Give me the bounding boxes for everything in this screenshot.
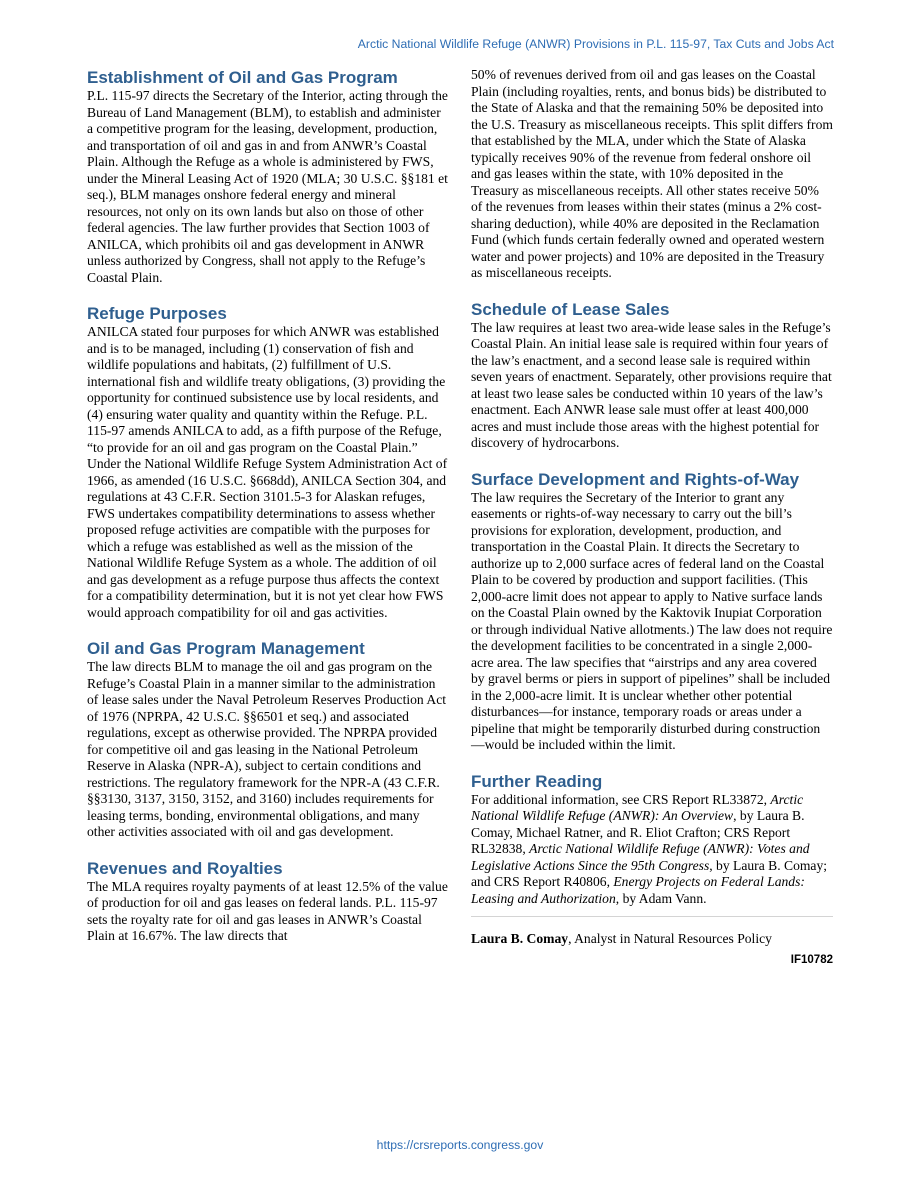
divider [471,916,833,917]
section-heading: Establishment of Oil and Gas Program [87,68,398,87]
section-heading: Revenues and Royalties [87,858,283,878]
section-paragraph: The MLA requires royalty payments of at least 12.5% of the value of production for oil and gas leases on federal lands. P.L. 115-97 sets the royalty rate for oil and gas leases in ANWR’s Coastal Plain at 16.67%. The law directs that [87,878,448,943]
right-column [471,67,833,966]
further-reading-paragraph [471,792,833,908]
section-heading: Further Reading [471,771,603,791]
section-paragraph: ANILCA stated four purposes for which ANWR was established and is to be managed, including (1) conservation of fish and wildlife populations and habitats, (2) fulfillment of U.S. international fish and wildlife treaty obligations, (3) providing the opportunity for continued subsistence use by local residents, and (4) ensuring water quality and quantity within the Refuge. P.L. 115-97 amends ANILCA to add, as a fifth purpose of the Refuge, “to provide for an oil and gas program on the Coastal Plain.” Under the National Wildlife Refuge System Administration Act of 1966, as amended (16 U.S.C. §668dd), ANILCA Section 304, and regulations at 43 C.F.R. Section 3101.5-3 for Alaskan refuges, FWS undertakes compatibility determinations to assess whether proposed refuge activities are compatible with the purposes for which a refuge was established as well as the mission of the National Wildlife Refuge System as a whole. The addition of oil and gas development as a refuge purpose thus affects the context for a compatibility determination, but it is not yet clear how FWS would approach compatibility for oil and gas activities. [87,324,448,620]
reading-text: , by Laura B. Comay, Michael Ratner, and R. Eliot Crafton; CRS Report RL32838, [471,808,805,856]
section-paragraph: The law directs BLM to manage the oil and gas program on the Refuge’s Coastal Plain in a manner similar to the administration of lease sales under the Naval Petroleum Reserves Production Act of 1976 (NPRPA, 42 U.S.C. §§6501 et seq.) and associated regulations, except as otherwise provided. The NPRPA provided for competitive oil and gas leasing in the National Petroleum Reserve in Alaska (NPR-A), subject to certain conditions and restrictions. The regulatory framework for the NPR-A (43 C.F.R. §§3130, 3137, 3150, 3152, and 3160) includes requirements for leasing terms, bonding, environmental obligations, and many other activities associated with oil and gas development. [87,659,446,839]
section-paragraph: The law requires at least two area-wide lease sales in the Refuge’s Coastal Plain. An initial lease sale is required within four years of the law’s enactment, and a second lease sale is required within seven years of enactment. Separately, other provisions require that at least two lease sales be conducted within 10 years of the law’s enactment. Each ANWR lease sale must offer at least 400,000 acres and must include those areas with the highest potential for discovery of hydrocarbons. [471,319,832,450]
section-paragraph: 50% of revenues derived from oil and gas leases on the Coastal Plain (including royalties, rents, and bonus bids) be distributed to the State of Alaska and that the remaining 50% be deposited into the U.S. Treasury as miscellaneous receipts. This split differs from that established by the MLA, under which the State of Alaska typically receives 90% of the revenue from federal onshore oil and gas leases within the state, with 10% deposited in the Treasury as miscellaneous receipts. All other states receive 50% of the revenues from leases within their states (minus a 2% cost-sharing deduction), while 40% are deposited in the Reclamation Fund (which funds certain federally owned and operated western water and power projects) and 10% are deposited in the Treasury as miscellaneous receipts. [471,67,833,280]
report-title-link: Arctic National Wildlife Refuge (ANWR): An Overview [471,791,804,823]
running-header: Arctic National Wildlife Refuge (ANWR) Provisions in P.L. 115-97, Tax Cuts and Jobs Act [357,37,834,51]
footer-link[interactable]: https://crsreports.congress.gov [376,1138,544,1152]
product-code: IF10782 [790,953,833,966]
author-name: Laura B. Comay [471,931,569,946]
author-line [471,931,833,948]
reading-text: , by Adam Vann. [615,890,707,906]
left-column [87,67,449,945]
reading-text: , by Laura B. Comay; and CRS Report R40806, [471,857,828,889]
report-title-link: Arctic National Wildlife Refuge (ANWR): Votes and Legislative Actions Since the 95th Congress [471,841,810,873]
author-title: , Analyst in Natural Resources Policy [568,931,772,946]
report-title-link: Energy Projects on Federal Lands: Leasing and Authorization [471,874,805,906]
section-heading: Refuge Purposes [87,304,227,323]
section-heading: Surface Development and Rights-of-Way [471,469,800,489]
section-heading: Oil and Gas Program Management [87,639,365,658]
reading-text: For additional information, see CRS Report RL33872, [471,791,771,807]
section-heading: Schedule of Lease Sales [471,299,670,319]
section-paragraph: The law requires the Secretary of the Interior to grant any easements or rights-of-way necessary to carry out the bill’s provisions for exploration, development, production, and transportation in the Coastal Plain. It directs the Secretary to authorize up to 2,000 surface acres of federal land on the Coastal Plain to be covered by production and support facilities. (This 2,000-acre limit does not appear to apply to Native surface lands on the Coastal Plain owned by the Kaktovik Inupiat Corporation or through individual Native allotments.) The law does not require the development facilities to be concentrated in a single 2,000-acre area. The law specifies that “airstrips and any area covered by gravel berms or piers in support of pipelines” shall be included in the 2,000-acre limit. It is unclear whether other potential disturbances—for instance, temporary roads or areas under a pipeline that might be temporarily disturbed during construction—would be included within the limit. [471,489,833,752]
section-paragraph: P.L. 115-97 directs the Secretary of the Interior, acting through the Bureau of Land Management (BLM), to establish and administer a competitive program for the leasing, development, production, and transportation of oil and gas in and from ANWR’s Coastal Plain. Although the Refuge as a whole is administered by FWS, under the Mineral Leasing Act of 1920 (MLA; 30 U.S.C. §§181 et seq.), BLM manages onshore federal energy and mineral resources, not only on its own lands but also on those of other federal agencies. The law further provides that Section 1003 of ANILCA, which prohibits oil and gas development in ANWR unless authorized by Congress, shall not apply to the Refuge’s Coastal Plain. [87,88,448,285]
